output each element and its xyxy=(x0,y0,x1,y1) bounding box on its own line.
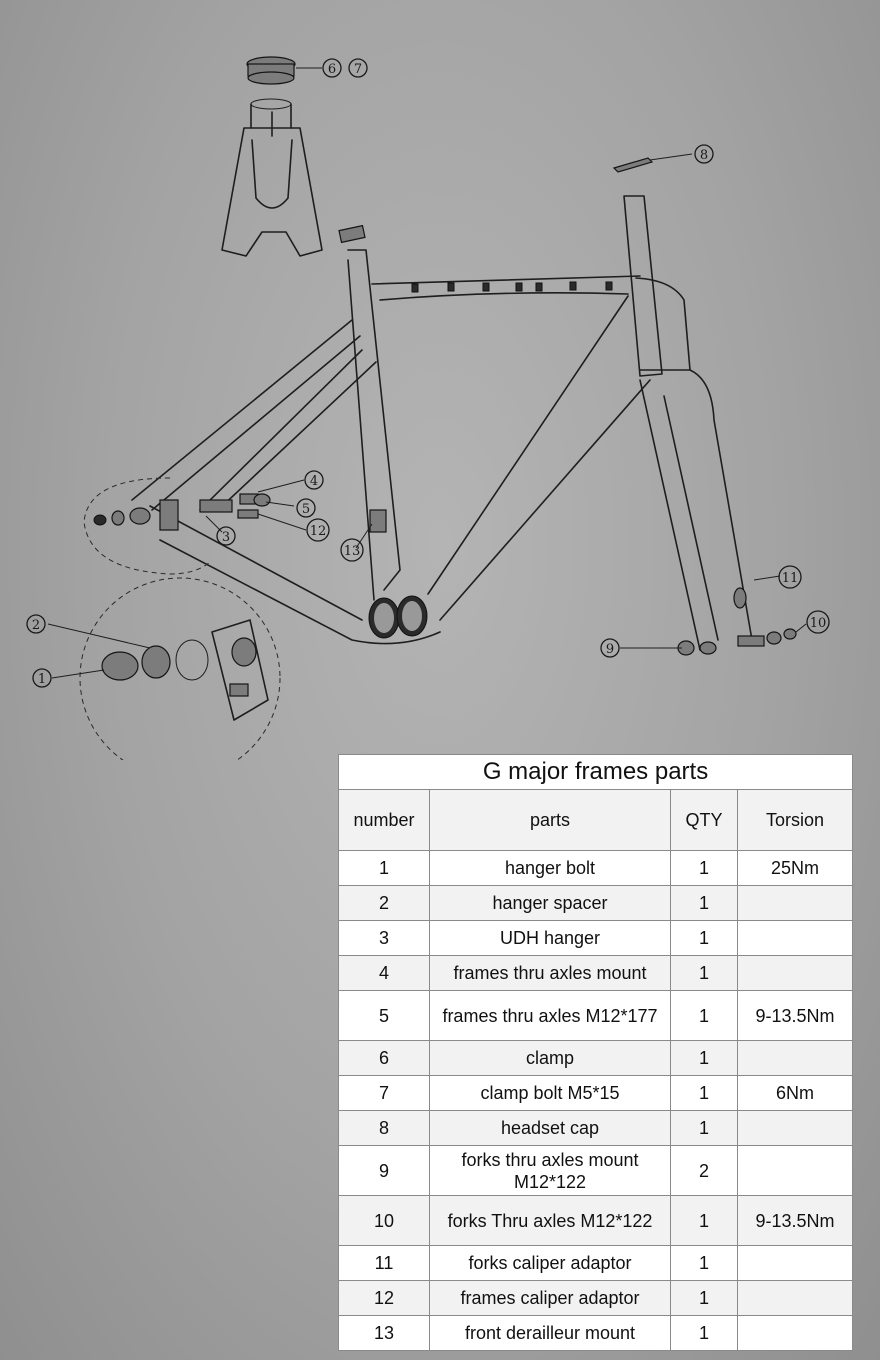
table-row xyxy=(339,1076,853,1111)
svg-text:1: 1 xyxy=(37,672,47,687)
header-torsion: Torsion xyxy=(738,790,853,851)
callout-6 xyxy=(323,59,341,77)
table-row xyxy=(339,1041,853,1076)
cell-torsion xyxy=(738,956,853,991)
cell-qty: 1 xyxy=(671,1316,738,1351)
cell-torsion: 9-13.5Nm xyxy=(738,1196,853,1246)
cell-torsion xyxy=(738,1146,853,1196)
svg-text:10: 10 xyxy=(809,616,827,631)
cell-part: forks Thru axles M12*122 xyxy=(430,1196,671,1246)
header-number: number xyxy=(339,790,430,851)
cell-torsion: 6Nm xyxy=(738,1076,853,1111)
cell-torsion: 9-13.5Nm xyxy=(738,991,853,1041)
callout-1 xyxy=(33,669,51,687)
svg-text:3: 3 xyxy=(221,530,231,545)
callout-2 xyxy=(27,615,45,633)
cell-number: 9 xyxy=(339,1146,430,1196)
leader-lines xyxy=(48,68,806,678)
cell-torsion xyxy=(738,1281,853,1316)
cell-number: 8 xyxy=(339,1111,430,1146)
cell-part: headset cap xyxy=(430,1111,671,1146)
callout-8 xyxy=(695,145,713,163)
callout-4 xyxy=(305,471,323,489)
table-row xyxy=(339,1281,853,1316)
parts-table xyxy=(338,754,853,1351)
svg-text:11: 11 xyxy=(781,571,799,586)
cell-qty: 1 xyxy=(671,886,738,921)
cell-number: 13 xyxy=(339,1316,430,1351)
cell-number: 5 xyxy=(339,991,430,1041)
table-row xyxy=(339,921,853,956)
cell-qty: 1 xyxy=(671,1111,738,1146)
callout-7 xyxy=(349,59,367,77)
table-row xyxy=(339,991,853,1041)
cell-qty: 2 xyxy=(671,1146,738,1196)
table-row xyxy=(339,956,853,991)
cell-part: forks thru axles mount M12*122 xyxy=(430,1146,671,1196)
cell-part: forks caliper adaptor xyxy=(430,1246,671,1281)
cell-qty: 1 xyxy=(671,1196,738,1246)
svg-text:7: 7 xyxy=(353,62,363,77)
cell-qty: 1 xyxy=(671,851,738,886)
cell-part: clamp bolt M5*15 xyxy=(430,1076,671,1111)
callout-12 xyxy=(307,519,329,541)
detail-circles xyxy=(80,478,280,760)
cell-torsion xyxy=(738,921,853,956)
cell-part: hanger spacer xyxy=(430,886,671,921)
fork xyxy=(640,370,752,654)
cell-torsion: 25Nm xyxy=(738,851,853,886)
cell-qty: 1 xyxy=(671,1041,738,1076)
cell-part: frames thru axles M12*177 xyxy=(430,991,671,1041)
cell-torsion xyxy=(738,1111,853,1146)
svg-text:4: 4 xyxy=(309,474,319,489)
callout-11 xyxy=(779,566,801,588)
cell-torsion xyxy=(738,1246,853,1281)
cell-torsion xyxy=(738,886,853,921)
cell-qty: 1 xyxy=(671,1281,738,1316)
cell-qty: 1 xyxy=(671,956,738,991)
cell-part: front derailleur mount xyxy=(430,1316,671,1351)
callout-9 xyxy=(601,639,619,657)
cell-qty: 1 xyxy=(671,1246,738,1281)
table-row xyxy=(339,1316,853,1351)
cell-number: 10 xyxy=(339,1196,430,1246)
header-parts: parts xyxy=(430,790,671,851)
table-row xyxy=(339,1196,853,1246)
headset-cap xyxy=(614,158,652,172)
cell-part: clamp xyxy=(430,1041,671,1076)
svg-text:6: 6 xyxy=(327,62,337,77)
seatpost-clamp-assembly xyxy=(222,57,322,256)
cell-number: 1 xyxy=(339,851,430,886)
cell-part: frames caliper adaptor xyxy=(430,1281,671,1316)
cell-part: hanger bolt xyxy=(430,851,671,886)
cell-number: 12 xyxy=(339,1281,430,1316)
cell-number: 4 xyxy=(339,956,430,991)
callout-13 xyxy=(341,539,363,561)
rear-dropout-parts xyxy=(94,494,270,530)
svg-text:13: 13 xyxy=(343,544,361,559)
table-row xyxy=(339,1246,853,1281)
svg-text:12: 12 xyxy=(309,524,327,539)
cell-number: 3 xyxy=(339,921,430,956)
cell-number: 2 xyxy=(339,886,430,921)
callout-5 xyxy=(297,499,315,517)
svg-text:5: 5 xyxy=(301,502,311,517)
svg-text:2: 2 xyxy=(31,618,41,633)
cell-number: 6 xyxy=(339,1041,430,1076)
table-row xyxy=(339,1146,853,1196)
callout-10 xyxy=(807,611,829,633)
table-row xyxy=(339,1111,853,1146)
cell-qty: 1 xyxy=(671,991,738,1041)
table-header-row xyxy=(339,790,853,851)
frame-outline xyxy=(132,196,690,644)
header-qty: QTY xyxy=(671,790,738,851)
table-row xyxy=(339,851,853,886)
cell-torsion xyxy=(738,1316,853,1351)
cell-qty: 1 xyxy=(671,1076,738,1111)
cell-number: 11 xyxy=(339,1246,430,1281)
cell-torsion xyxy=(738,1041,853,1076)
cell-part: UDH hanger xyxy=(430,921,671,956)
cell-part: frames thru axles mount xyxy=(430,956,671,991)
cell-qty: 1 xyxy=(671,921,738,956)
table-title: G major frames parts xyxy=(339,755,853,790)
svg-text:8: 8 xyxy=(699,148,709,163)
cell-number: 7 xyxy=(339,1076,430,1111)
callout-3 xyxy=(217,527,235,545)
svg-text:9: 9 xyxy=(605,642,615,657)
table-row xyxy=(339,886,853,921)
